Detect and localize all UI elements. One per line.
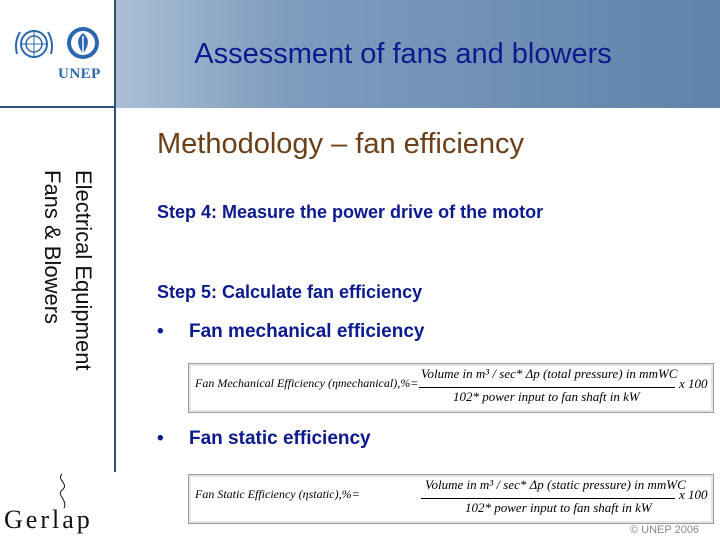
logo-area xyxy=(0,0,116,108)
formula-numerator: Volume in m³ / sec* Δp (total pressure) in mmWC xyxy=(421,366,678,381)
unep-emblem-icon xyxy=(62,24,104,64)
formula-denominator: 102* power input to fan shaft in kW xyxy=(465,500,652,515)
bullet-marker: • xyxy=(157,428,164,449)
formula-lhs: Fan Mechanical Efficiency (ηmechanical),%= xyxy=(195,376,419,390)
bullet-mechanical-efficiency xyxy=(157,321,425,343)
unep-label: UNEP xyxy=(58,66,101,82)
fraction-bar xyxy=(421,498,675,499)
formula-lhs: Fan Static Efficiency (ηstatic),%= xyxy=(195,487,360,501)
formula-static-efficiency xyxy=(188,474,714,524)
section-subtitle: Methodology – fan efficiency xyxy=(157,128,525,160)
formula-numerator: Volume in m³ / sec* Δp (static pressure) in mmWC xyxy=(425,477,686,492)
bullet-static-efficiency xyxy=(157,428,371,450)
formula-mechanical-efficiency xyxy=(188,363,714,413)
formula-denominator: 102* power input to fan shaft in kW xyxy=(453,389,640,404)
step-5-text: Step 5: Calculate fan efficiency xyxy=(157,282,423,302)
formula-multiplier: x 100 xyxy=(679,487,708,502)
vertical-topic-label xyxy=(31,170,99,410)
footer-copyright: © UNEP 2006 xyxy=(630,524,700,536)
bullet-text: Fan static efficiency xyxy=(189,428,371,449)
gerlap-logo: Gerlap xyxy=(4,505,93,534)
formula-multiplier: x 100 xyxy=(679,376,708,391)
vertical-line-2: Fans & Blowers xyxy=(40,170,65,325)
page-title: Assessment of fans and blowers xyxy=(194,38,612,70)
step-4-text: Step 4: Measure the power drive of the motor xyxy=(157,202,544,222)
fraction-bar xyxy=(419,387,675,388)
un-emblem-icon xyxy=(12,24,56,64)
vertical-line-1: Electrical Equipment xyxy=(71,170,96,371)
bullet-text: Fan mechanical efficiency xyxy=(189,321,425,342)
bullet-marker: • xyxy=(157,321,164,342)
